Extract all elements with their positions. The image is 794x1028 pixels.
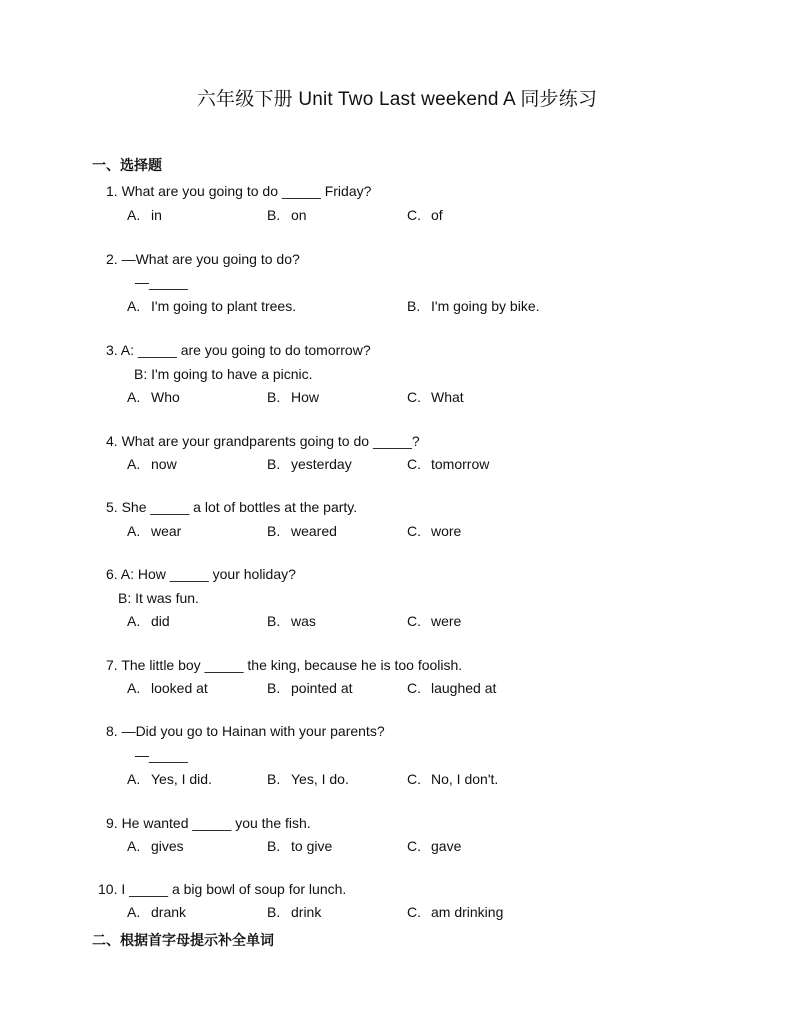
option-a[interactable]: A. I'm going to plant trees. bbox=[127, 298, 297, 314]
question-stem: 1. What are you going to do _____ Friday? bbox=[106, 183, 372, 199]
option-b[interactable]: B. I'm going by bike. bbox=[407, 298, 540, 314]
option-c[interactable]: C. wore bbox=[407, 523, 462, 539]
question-stem: 10. I _____ a big bowl of soup for lunch. bbox=[98, 881, 347, 897]
question-stem: 4. What are your grandparents going to do _____? bbox=[106, 433, 420, 449]
option-c[interactable]: C. laughed at bbox=[407, 680, 497, 696]
option-a[interactable]: A. Who bbox=[127, 389, 180, 405]
option-a[interactable]: A. drank bbox=[127, 904, 187, 920]
option-b[interactable]: B. weared bbox=[267, 523, 337, 539]
question-stem: 6. A: How _____ your holiday? bbox=[106, 566, 296, 582]
question-stem: 2. —What are you going to do? bbox=[106, 251, 300, 267]
option-b[interactable]: B. drink bbox=[267, 904, 322, 920]
answer-blank-line: —_____ bbox=[135, 274, 188, 290]
option-b[interactable]: B. was bbox=[267, 613, 316, 629]
option-b[interactable]: B. How bbox=[267, 389, 320, 405]
option-c[interactable]: C. were bbox=[407, 613, 462, 629]
option-a[interactable]: A. looked at bbox=[127, 680, 208, 696]
page-title: 六年级下册 Unit Two Last weekend A 同步练习 bbox=[196, 89, 598, 110]
question-stem: 8. —Did you go to Hainan with your parents? bbox=[106, 723, 385, 739]
question-stem: 9. He wanted _____ you the fish. bbox=[106, 815, 311, 831]
option-b[interactable]: B. on bbox=[267, 207, 307, 223]
option-c[interactable]: C. gave bbox=[407, 838, 462, 854]
option-b[interactable]: B. pointed at bbox=[267, 680, 353, 696]
option-c[interactable]: C. No, I don't. bbox=[407, 771, 499, 787]
option-a[interactable]: A. did bbox=[127, 613, 170, 629]
option-a[interactable]: A. in bbox=[127, 207, 162, 223]
option-c[interactable]: C. am drinking bbox=[407, 904, 504, 920]
option-a[interactable]: A. now bbox=[127, 456, 177, 472]
option-c[interactable]: C. of bbox=[407, 207, 443, 223]
option-b[interactable]: B. yesterday bbox=[267, 456, 352, 472]
question-dialogue-line: B: It was fun. bbox=[118, 590, 199, 606]
option-b[interactable]: B. to give bbox=[267, 838, 333, 854]
question-stem: 7. The little boy _____ the king, because he is too foolish. bbox=[106, 657, 463, 673]
option-c[interactable]: C. tomorrow bbox=[407, 456, 490, 472]
option-a[interactable]: A. wear bbox=[127, 523, 182, 539]
section-title-multiple-choice: 一、选择题 bbox=[92, 158, 162, 174]
question-dialogue-line: B: I'm going to have a picnic. bbox=[134, 366, 313, 382]
option-a[interactable]: A. Yes, I did. bbox=[127, 771, 212, 787]
answer-blank-line: —_____ bbox=[135, 747, 188, 763]
option-c[interactable]: C. What bbox=[407, 389, 464, 405]
option-a[interactable]: A. gives bbox=[127, 838, 184, 854]
section-title-fill-in-words: 二、根据首字母提示补全单词 bbox=[92, 933, 274, 949]
option-b[interactable]: B. Yes, I do. bbox=[267, 771, 349, 787]
question-stem: 3. A: _____ are you going to do tomorrow? bbox=[106, 342, 371, 358]
question-stem: 5. She _____ a lot of bottles at the party. bbox=[106, 499, 358, 515]
